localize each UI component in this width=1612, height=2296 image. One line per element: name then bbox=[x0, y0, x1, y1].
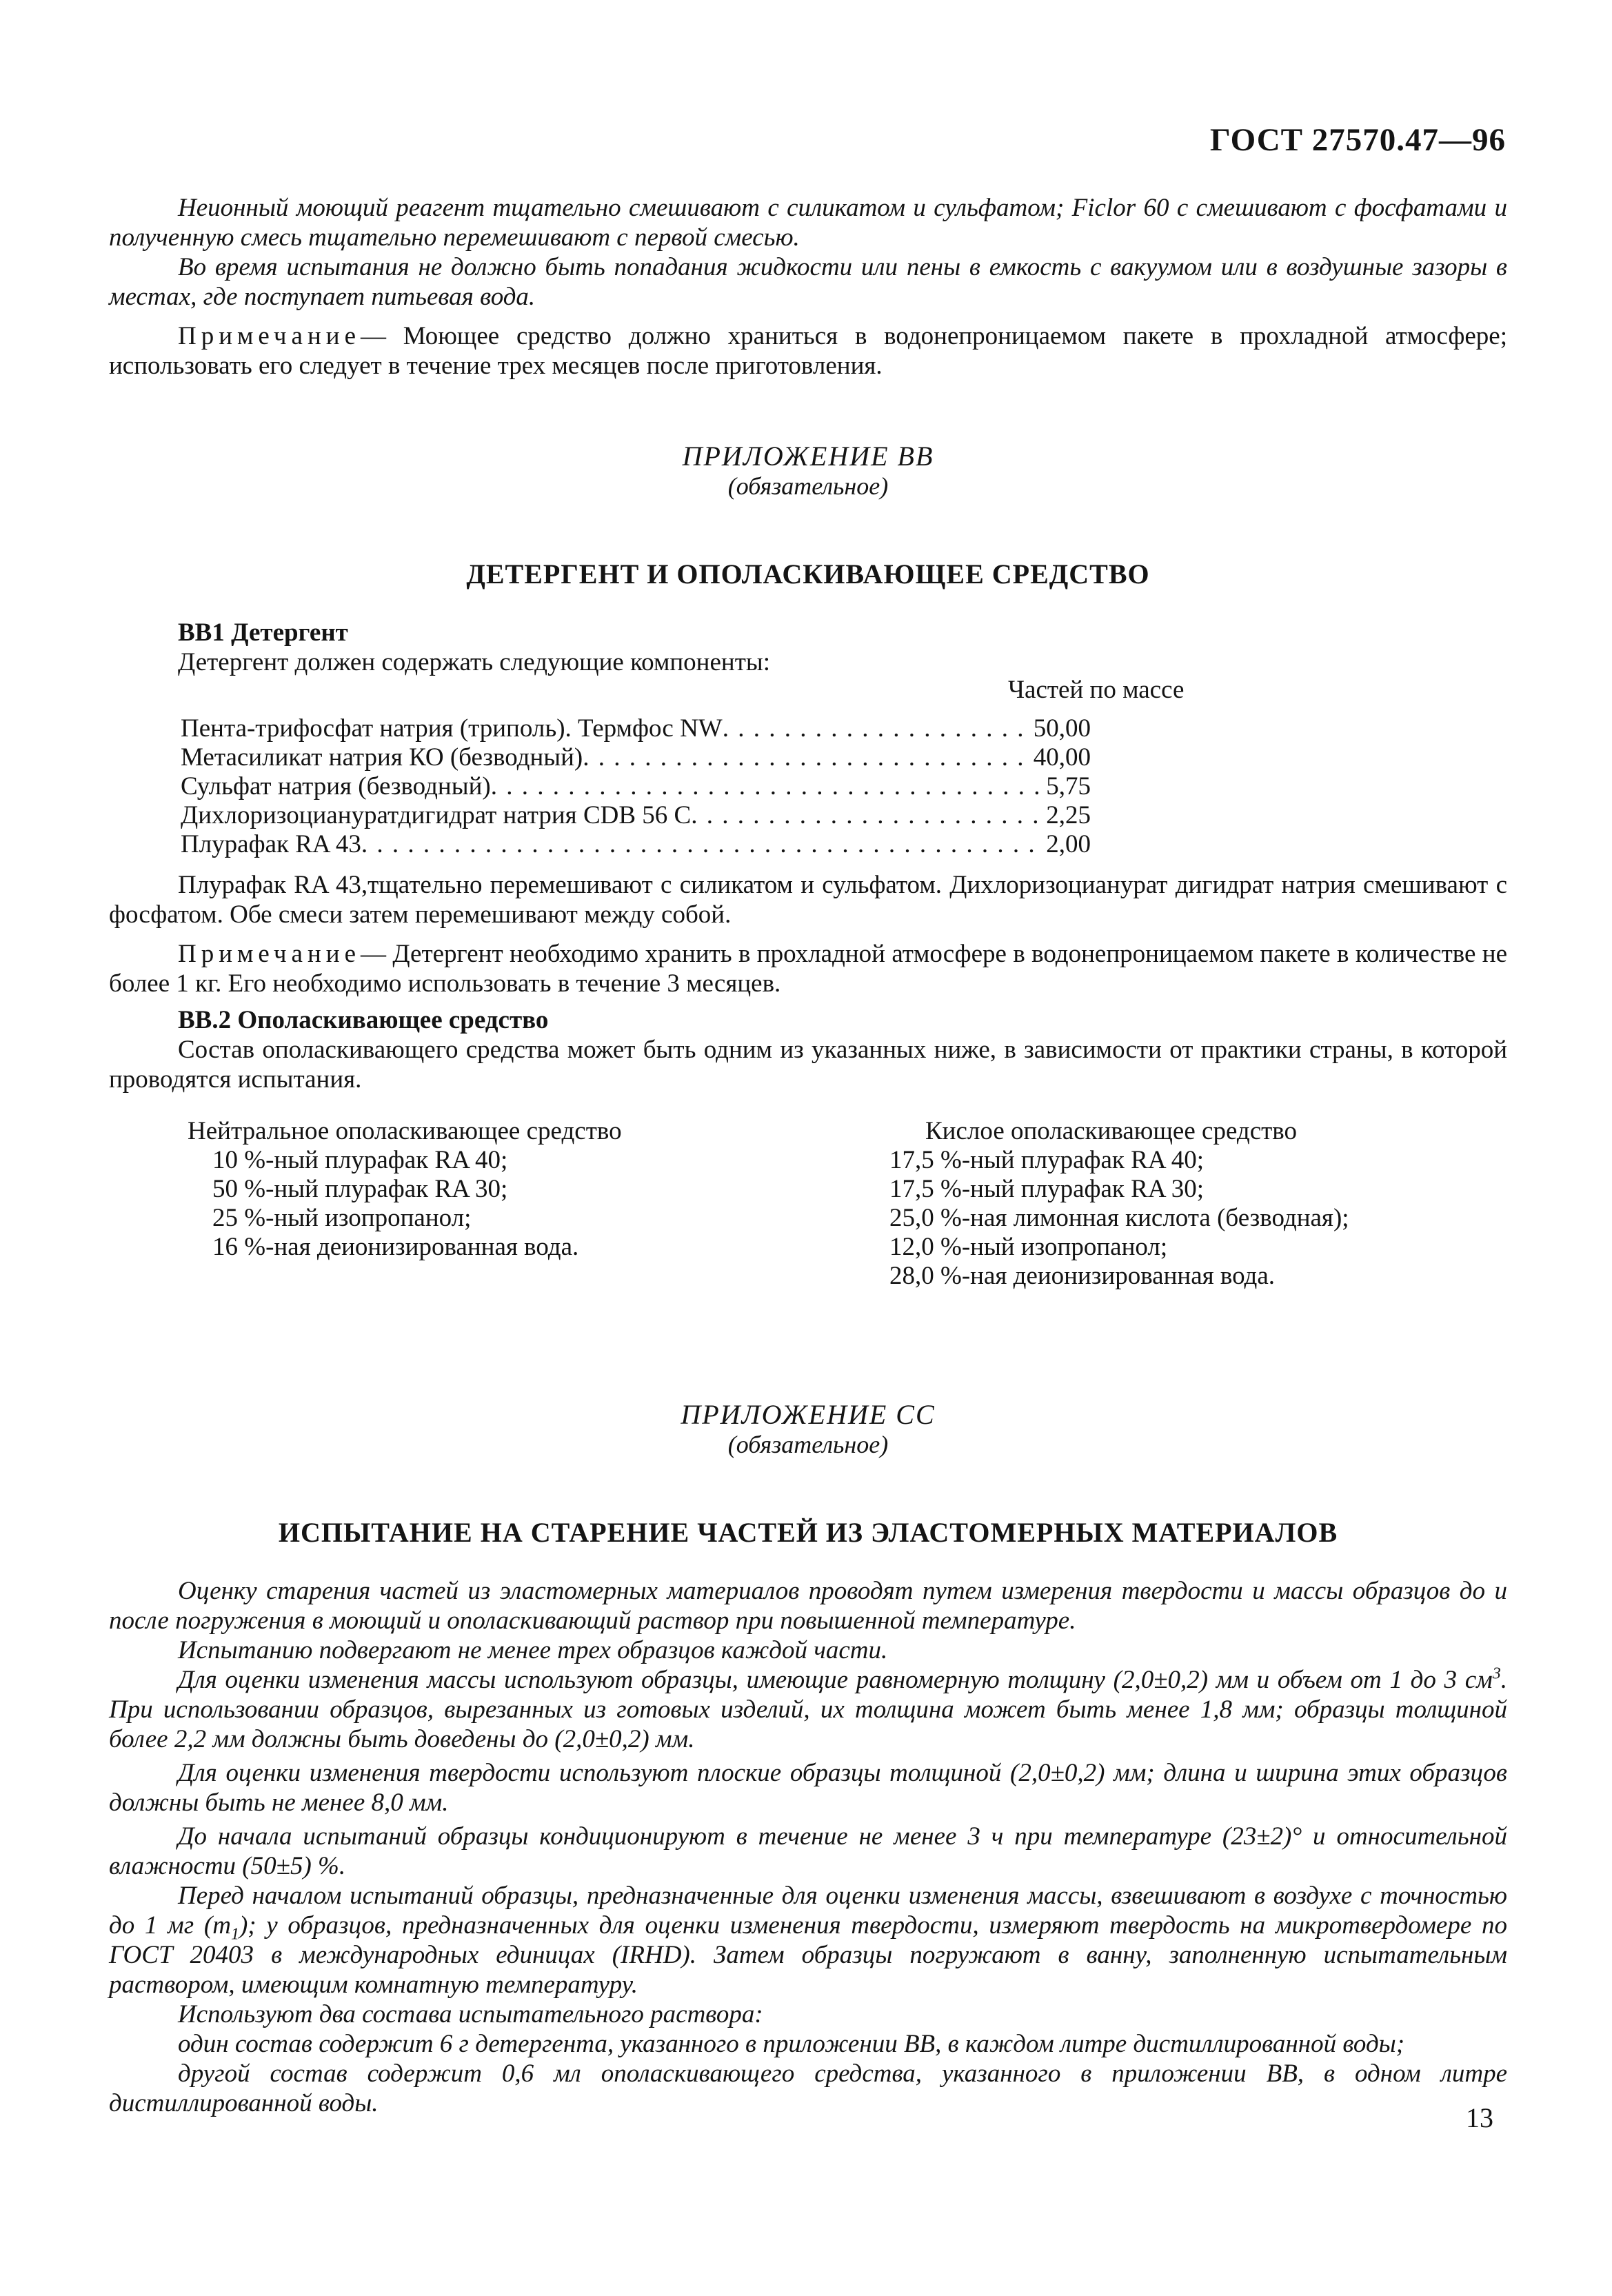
cc-paragraph-8: один состав содержит 6 г детергента, указанного в приложении ВВ, в каждом литре дистиллированной воды; bbox=[178, 2030, 1405, 2058]
component-value: 2,00 bbox=[1046, 830, 1091, 858]
component-row bbox=[181, 801, 1091, 830]
component-row bbox=[181, 830, 1091, 859]
section-bb2-title: ВВ.2 Ополаскивающее средство bbox=[178, 1006, 549, 1034]
standard-code: ГОСТ 27570.47—96 bbox=[1209, 122, 1506, 158]
section-bb1-intro: Детергент должен содержать следующие компоненты: bbox=[178, 648, 771, 676]
neutral-rinse-title: Нейтральное ополаскивающее средство bbox=[188, 1117, 622, 1145]
cc-paragraph-5: До начала испытаний образцы кондиционируют в течение не менее 3 ч при температуре (23±2)° и относительной влажности (50±5) %. bbox=[109, 1822, 1507, 1880]
mixing-text: Плурафак RA 43,тщательно перемешивают с силикатом и сульфатом. Дихлоризоцианурат дигидрат натрия смешивают с фосфатом. Обе смеси затем перемешивают между собой. bbox=[109, 871, 1507, 929]
intro-paragraph-1: Неионный моющий реагент тщательно смешивают с силикатом и сульфатом; Ficlor 60 с смешивают с фосфатами и полученную смесь тщательно перемешивают с первой смесью. bbox=[109, 194, 1507, 252]
note-text: — Моющее средство должно храниться в водонепроницаемом пакете в прохладной атмосфере; использовать его следует в течение трех месяцев после приготовления. bbox=[109, 322, 1507, 380]
component-row bbox=[181, 772, 1091, 801]
cc-paragraph-4: Для оценки изменения твердости используют плоские образцы толщиной (2,0±0,2) мм; длина и ширина этих образцов должны быть не менее 8,0 мм. bbox=[109, 1759, 1507, 1817]
intro-paragraph-2: Во время испытания не должно быть попадания жидкости или пены в емкость с вакуумом или в воздушные зазоры в местах, где поступает питьевая вода. bbox=[109, 253, 1507, 311]
annex-bb-title: ПРИЛОЖЕНИЕ ВВ bbox=[682, 441, 934, 472]
acid-item: 17,5 %-ный плурафак RA 30; bbox=[889, 1175, 1205, 1203]
component-name: Метасиликат натрия КО (безводный) bbox=[181, 743, 583, 772]
page-number: 13 bbox=[1466, 2102, 1493, 2133]
neutral-item: 25 %-ный изопропанол; bbox=[212, 1204, 472, 1232]
acid-item: 12,0 %-ный изопропанол; bbox=[889, 1233, 1168, 1261]
cc-paragraph-6: Перед началом испытаний образцы, предназначенные для оценки изменения массы, взвешивают в воздухе с точностью до 1 мг $(m_1)$; у образцов, предназначенных для оценки изменения твердости, измеряют твердость на микротвердомере по ГОСТ 20403 в международных единицах (IRHD). Затем образцы погружают в ванну, заполненную испытательным раствором, имеющим комнатную температуру. bbox=[109, 1882, 1507, 1999]
section-bb1-title: ВВ1 Детергент bbox=[178, 618, 348, 647]
note-label: Примечание bbox=[178, 940, 361, 968]
neutral-item: 10 %-ный плурафак RA 40; bbox=[212, 1146, 508, 1174]
component-row bbox=[181, 743, 1091, 772]
component-value: 40,00 bbox=[1033, 743, 1091, 772]
acid-item: 25,0 %-ная лимонная кислота (безводная); bbox=[889, 1204, 1349, 1232]
component-value: 50,00 bbox=[1033, 714, 1091, 743]
acid-rinse-title: Кислое ополаскивающее средство bbox=[925, 1117, 1298, 1145]
intro-section bbox=[109, 193, 1507, 381]
annex-cc-title: ПРИЛОЖЕНИЕ СС bbox=[681, 1399, 936, 1430]
annex-bb-status: (обязательное) bbox=[727, 472, 889, 500]
cc-paragraph-9: другой состав содержит 0,6 мл ополаскивающего средства, указанного в приложении ВВ, в одном литре дистиллированной воды. bbox=[109, 2060, 1507, 2117]
acid-item: 17,5 %-ный плурафак RA 40; bbox=[889, 1146, 1205, 1174]
intro-note bbox=[109, 321, 1507, 381]
acid-rinse-column bbox=[889, 1117, 1349, 1291]
cc-paragraph-1: Оценку старения частей из эластомерных материалов проводят путем измерения твердости и массы образцов до и после погружения в моющий и ополаскивающий раствор при повышенной температуре. bbox=[109, 1577, 1507, 1635]
detergent-note bbox=[109, 939, 1507, 998]
annex-cc-body bbox=[109, 1576, 1507, 2118]
component-value: 5,75 bbox=[1046, 772, 1091, 800]
note-label: Примечание bbox=[178, 322, 361, 350]
component-row bbox=[181, 714, 1091, 743]
component-name: Плурафак RA 43 bbox=[181, 830, 361, 858]
component-name: Дихлоризоциануратдигидрат натрия CDB 56 С bbox=[181, 801, 692, 829]
components-table bbox=[181, 714, 1091, 859]
annex-bb-heading: ДЕТЕРГЕНТ И ОПОЛАСКИВАЮЩЕЕ СРЕДСТВО bbox=[466, 558, 1150, 590]
component-name: Пента-трифосфат натрия (триполь). Термфос NW bbox=[181, 714, 723, 743]
cc-paragraph-7: Используют два состава испытательного раствора: bbox=[178, 2000, 763, 2028]
mixing-section bbox=[109, 870, 1507, 1094]
neutral-item: 16 %-ная деионизированная вода. bbox=[212, 1233, 579, 1261]
cc-paragraph-2: Испытанию подвергают не менее трех образцов каждой части. bbox=[178, 1636, 888, 1664]
parts-by-mass-header: Частей по массе bbox=[1008, 676, 1185, 704]
neutral-item: 50 %-ный плурафак RA 30; bbox=[212, 1175, 508, 1203]
neutral-rinse-column bbox=[188, 1117, 622, 1262]
note-text: — Детергент необходимо хранить в прохладной атмосфере в водонепроницаемом пакете в количестве не более 1 кг. Его необходимо использовать в течение 3 месяцев. bbox=[109, 940, 1507, 998]
cc-paragraph-3: Для оценки изменения массы используют образцы, имеющие равномерную толщину (2,0±0,2) мм и объем от 1 до 3 $см^3$. При использовании образцов, вырезанных из готовых изделий, их толщина может быть менее 1,8 мм; образцы толщиной более 2,2 мм должны быть доведены до (2,0±0,2) мм. bbox=[109, 1664, 1507, 1753]
annex-cc-header bbox=[109, 1400, 1507, 1459]
acid-item: 28,0 %-ная деионизированная вода. bbox=[889, 1262, 1276, 1290]
component-name: Сульфат натрия (безводный) bbox=[181, 772, 491, 800]
section-bb2-text: Состав ополаскивающего средства может быть одним из указанных ниже, в зависимости от практики страны, в которой проводятся испытания. bbox=[109, 1036, 1507, 1094]
annex-cc-heading: ИСПЫТАНИЕ НА СТАРЕНИЕ ЧАСТЕЙ ИЗ ЭЛАСТОМЕРНЫХ МАТЕРИАЛОВ bbox=[278, 1517, 1338, 1548]
annex-cc-status: (обязательное) bbox=[727, 1431, 889, 1458]
annex-bb-header bbox=[109, 441, 1507, 501]
component-value: 2,25 bbox=[1046, 801, 1091, 829]
section-bb1 bbox=[109, 618, 1507, 677]
